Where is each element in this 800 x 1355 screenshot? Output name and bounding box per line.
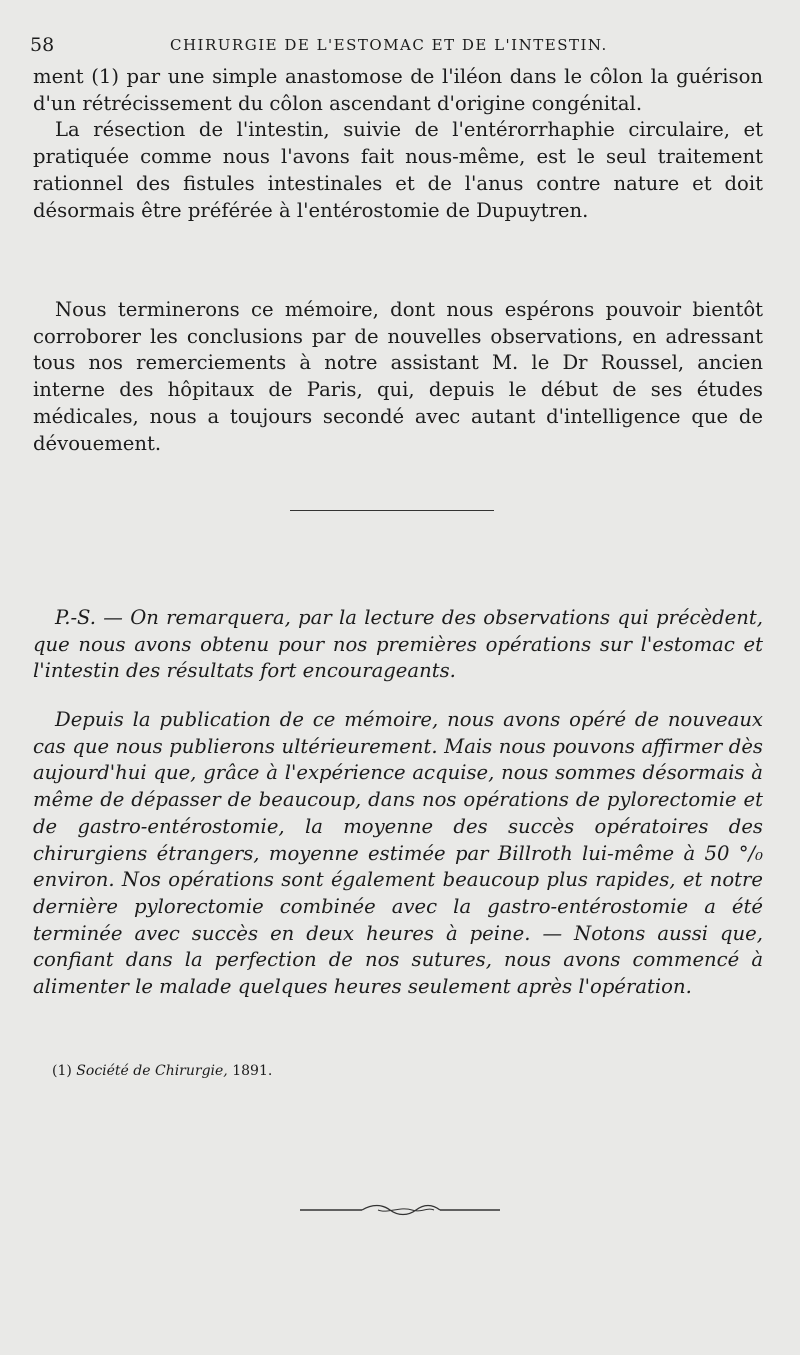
paragraph-continuation: ment (1) par une simple anastomose de l'iléon dans le côlon la guérison d'un rétrécissement du côlon ascendant d'origine congénital.: [33, 65, 763, 115]
postscript-paragraph-2: Depuis la publication de ce mémoire, nous avons opéré de nouveaux cas que nous publierons ultérieurement. Mais nous pouvons affirmer dès aujourd'hui que, grâce à l'expérience acquise, nous sommes désormais à même de dépasser de beaucoup, dans nos opérations de pylorectomie et de gastro-entérostomie, la moyenne des succès opératoires des chirurgiens étrangers, moyenne estimée par Billroth lui-même à 50 °/₀ environ. Nos opérations sont également beaucoup plus rapides, et notre dernière pylorectomie combinée avec la gastro-entérostomie a été terminée avec succès en deux heures à peine. — Notons aussi que, confiant dans la perfection de nos sutures, nous avons commencé à alimenter le malade quelques heures seulement après l'opération.: [33, 708, 763, 999]
section-divider: [290, 510, 494, 511]
footnote-title: Société de Chirurgie,: [76, 1063, 228, 1079]
page-header: [30, 34, 770, 58]
footnote-year: 1891.: [232, 1063, 273, 1079]
paragraph-conclusion: Nous terminerons ce mémoire, dont nous espérons pouvoir bientôt corroborer les conclusions par de nouvelles observations, en adressant tous nos remerciements à notre assistant M. le Dr Roussel, ancien interne des hôpitaux de Paris, qui, depuis le début de ses études médicales, nous a toujours secondé avec autant d'intelligence que de dévouement.: [33, 298, 763, 455]
footnote-marker: (1): [52, 1063, 72, 1079]
page-number: 58: [30, 34, 55, 56]
paragraph-resection: La résection de l'intestin, suivie de l'entérorrhaphie circulaire, et pratiquée comme nous l'avons fait nous-même, est le seul traitement rationnel des fistules intestinales et de l'anus contre nature et doit désormais être préférée à l'entérostomie de Dupuytren.: [33, 118, 763, 222]
body-section-1: [33, 64, 763, 224]
ornament-divider: [300, 1202, 500, 1218]
footnote: [52, 1063, 272, 1079]
running-title: CHIRURGIE DE L'ESTOMAC ET DE L'INTESTIN.: [170, 36, 608, 54]
postscript-paragraph-1: P.-S. — On remarquera, par la lecture des observations qui précèdent, que nous avons obtenu pour nos premières opérations sur l'estomac et l'intestin des résultats fort encourageants.: [33, 606, 763, 683]
